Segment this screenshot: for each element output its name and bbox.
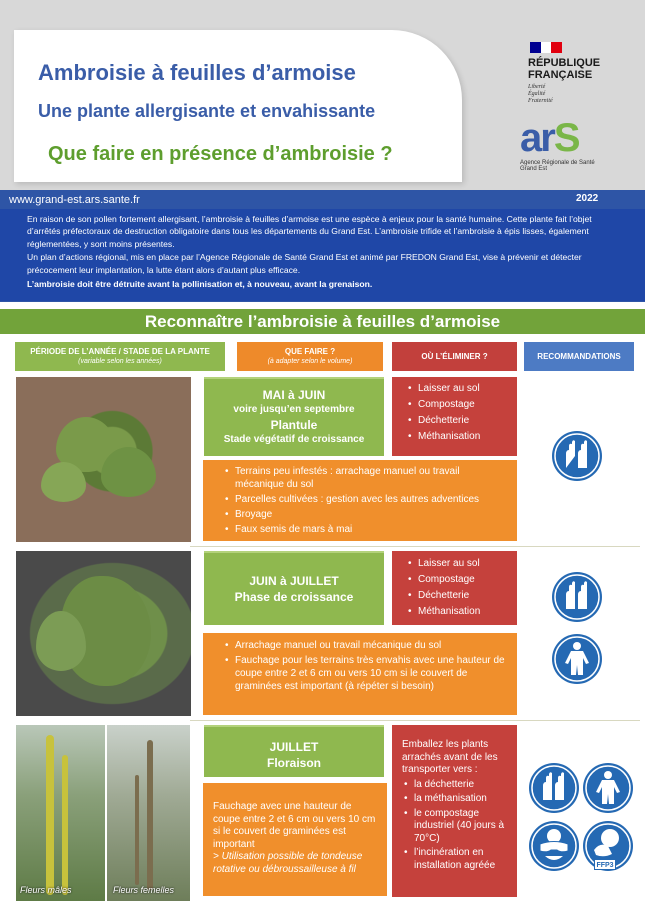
ffp3-label: FFP3 bbox=[594, 859, 616, 870]
coverall-icon bbox=[551, 633, 603, 685]
motto-liberte: Liberté bbox=[528, 84, 546, 90]
photo-male-flowers bbox=[16, 725, 105, 901]
stage-3: Floraison bbox=[266, 756, 321, 770]
where-3-item: • la déchetterie bbox=[402, 779, 509, 792]
gloves-icon bbox=[551, 571, 603, 623]
todo-1-item: • Terrains peu infestés : arrachage manuel ou travail mécanique du sol bbox=[223, 465, 509, 491]
intro-paragraph-3: L’ambroisie doit être détruite avant la pollinisation et, à nouveau, avant la grenaison. bbox=[27, 279, 373, 290]
caption-male-flowers: Fleurs mâles bbox=[20, 885, 72, 895]
ars-name: Agence Régionale de Santé bbox=[520, 160, 595, 166]
caption-female-flowers: Fleurs femelles bbox=[113, 885, 175, 895]
where-3-item: • le compostage industriel (40 jours à 70°C) bbox=[402, 808, 509, 846]
where-3-item: • la méthanisation bbox=[402, 793, 509, 806]
goggles-icon bbox=[528, 820, 580, 872]
intro-paragraph-1: En raison de son pollen fortement allergisant, l’ambroisie à feuilles d’armoise est une espèce à enjeux pour la santé humaine. Cette plante fait l’objet d’arrêtés préfectoraux de destruction obligatoire dans tous les départements du Grand Est. L’ambroisie trifide et l’ambroisie à épis lisses, également réglementées, y sont moins présentes. bbox=[27, 214, 592, 249]
intro-paragraph-2: Un plan d’actions régional, mis en place par l’Agence Régionale de Santé Grand Est et animé par FREDON Grand Est, vise à prévenir et détecter précocement leur implantation, la lutte étant alors d’autant plus efficace. bbox=[27, 252, 582, 275]
column-where-label: OÙ L’ÉLIMINER ? bbox=[421, 351, 488, 361]
row-separator bbox=[190, 720, 640, 721]
period-2-line1: JUIN à JUILLET bbox=[249, 574, 339, 588]
page-question: Que faire en présence d’ambroisie ? bbox=[48, 143, 393, 165]
todo-2-item: • Arrachage manuel ou travail mécanique du sol bbox=[223, 639, 509, 652]
where-1-item: • Laisser au sol bbox=[406, 381, 517, 397]
motto-egalite: Égalité bbox=[528, 91, 546, 97]
republique-name-line1: RÉPUBLIQUE bbox=[528, 57, 601, 69]
ars-region: Grand Est bbox=[520, 166, 548, 172]
coverall-icon bbox=[582, 762, 634, 814]
gloves-icon bbox=[528, 762, 580, 814]
column-period-label: PÉRIODE DE L’ANNÉE / STADE DE LA PLANTE bbox=[30, 346, 210, 356]
where-1-item: • Méthanisation bbox=[406, 429, 517, 445]
stage-2: Phase de croissance bbox=[234, 590, 354, 604]
where-1-item: • Compostage bbox=[406, 397, 517, 413]
year-label: 2022 bbox=[576, 193, 599, 204]
todo-1-item: • Parcelles cultivées : gestion avec les autres adventices bbox=[223, 493, 509, 506]
column-reco-label: RECOMMANDATIONS bbox=[537, 351, 621, 361]
where-1-item: • Déchetterie bbox=[406, 413, 517, 429]
motto-fraternite: Fraternité bbox=[528, 98, 553, 104]
todo-1-item: • Broyage bbox=[223, 508, 509, 521]
column-todo bbox=[237, 342, 383, 371]
where-box-3 bbox=[392, 725, 517, 897]
stage-1-detail: Stade végétatif de croissance bbox=[223, 434, 365, 445]
ars-logo bbox=[520, 118, 630, 180]
website-link[interactable]: www.grand-est.ars.sante.fr bbox=[9, 194, 140, 206]
page-subtitle: Une plante allergisante et envahissante bbox=[38, 101, 376, 121]
period-1-line1: MAI à JUIN bbox=[262, 388, 326, 402]
column-todo-label: QUE FAIRE ? bbox=[284, 346, 336, 356]
flag-icon bbox=[530, 42, 562, 53]
where-2-item: • Méthanisation bbox=[406, 604, 517, 620]
gloves-icon bbox=[551, 430, 603, 482]
column-todo-note: (à adapter selon le volume) bbox=[267, 357, 353, 365]
todo-3-note: > Utilisation possible de tondeuse rotative ou débroussailleuse à fil bbox=[213, 851, 363, 875]
stage-1: Plantule bbox=[270, 418, 318, 432]
republique-name-line2: FRANÇAISE bbox=[528, 69, 593, 81]
photo-female-flowers bbox=[107, 725, 190, 901]
where-box-2 bbox=[392, 551, 517, 625]
where-2-item: • Compostage bbox=[406, 572, 517, 588]
column-period bbox=[15, 342, 225, 371]
republique-francaise-logo bbox=[528, 42, 618, 105]
todo-box-1 bbox=[203, 460, 517, 541]
period-box-2 bbox=[204, 551, 384, 625]
column-where bbox=[392, 342, 517, 371]
todo-box-2 bbox=[203, 633, 517, 715]
row-separator bbox=[190, 546, 640, 547]
where-3-item: • l’incinération en installation agréée bbox=[402, 847, 509, 872]
where-box-1 bbox=[392, 377, 517, 456]
section-title: Reconnaître l’ambroisie à feuilles d’armoise bbox=[0, 309, 645, 334]
column-recommendations bbox=[524, 342, 634, 371]
todo-2-item: • Fauchage pour les terrains très envahis avec une hauteur de coupe entre 2 et 6 cm ou vers 10 cm si le couvert de graminées est important (à répéter si besoin) bbox=[223, 654, 509, 693]
todo-1-item: • Faux semis de mars à mai bbox=[223, 523, 509, 536]
where-2-item: • Laisser au sol bbox=[406, 556, 517, 572]
ars-logo-s: S bbox=[553, 116, 579, 160]
photo-seedling bbox=[16, 377, 191, 542]
ars-logo-ar: ar bbox=[520, 116, 554, 160]
intro-text bbox=[0, 209, 645, 301]
where-2-item: • Déchetterie bbox=[406, 588, 517, 604]
photo-growth bbox=[16, 551, 191, 716]
period-box-1 bbox=[204, 377, 384, 456]
todo-3-text: Fauchage avec une hauteur de coupe entre 2 et 6 cm ou vers 10 cm si le couvert de graminées est important bbox=[213, 801, 376, 850]
where-3-intro: Emballez les plants arrachés avant de les transporter vers : bbox=[402, 739, 498, 775]
page-title: Ambroisie à feuilles d’armoise bbox=[38, 60, 356, 85]
todo-box-3 bbox=[203, 783, 387, 896]
period-box-3 bbox=[204, 725, 384, 777]
column-period-note: (variable selon les années) bbox=[78, 357, 162, 365]
period-1-line2: voire jusqu’en septembre bbox=[233, 404, 355, 415]
period-3-line1: JUILLET bbox=[269, 740, 319, 754]
